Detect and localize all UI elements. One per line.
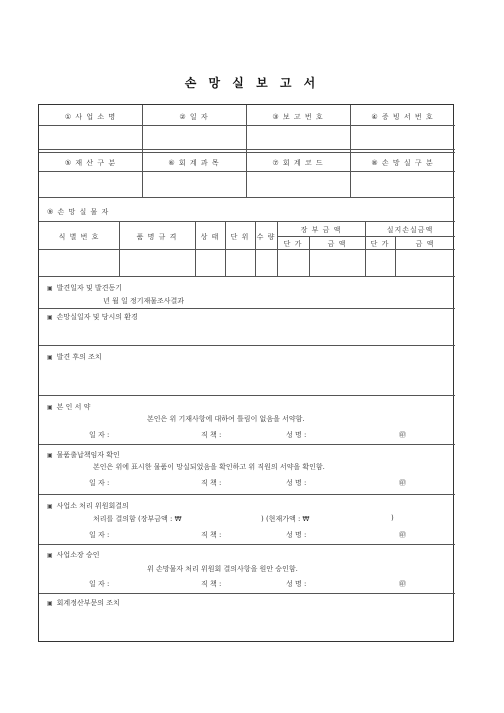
col-actual-loss-amount: 실지손실금액 (386, 226, 434, 234)
accounting-label: 회계정산부문의 조치 (56, 599, 120, 607)
custodian-name-label: 성 명 : (286, 479, 307, 487)
custodian-label-row (47, 450, 120, 460)
bullet-icon: ▣ (47, 503, 53, 510)
self-label-row (47, 402, 90, 412)
committee-label-row (47, 501, 129, 511)
discovery-text: 년 월 일 정기재물조사결과 (103, 297, 185, 305)
discovery-label-row (47, 283, 122, 293)
label-report-number: ③ 보 고 번 호 (272, 113, 324, 121)
director-date-label: 일 자 : (89, 580, 110, 588)
self-position-label: 직 책 : (201, 431, 222, 439)
bullet-icon: ▣ (47, 404, 53, 411)
sub-book-unit-price: 단 가 (283, 240, 303, 248)
custodian-position-label: 직 책 : (201, 479, 222, 487)
committee-date-label: 일 자 : (89, 531, 110, 539)
director-position-label: 직 책 : (201, 580, 222, 588)
bullet-icon: ▣ (47, 552, 53, 559)
accounting-label-row (47, 598, 120, 608)
director-label: 사업소장 승인 (56, 551, 100, 559)
environment-label: 손망실일자 및 당시의 환경 (56, 313, 138, 321)
committee-text-close: ) (391, 514, 394, 522)
committee-position-label: 직 책 : (201, 531, 222, 539)
committee-label: 사업소 처리 위원회결의 (56, 502, 129, 510)
label-date: ② 일 자 (179, 113, 209, 121)
label-account-subject: ⑥ 회 계 과 목 (168, 159, 220, 167)
director-name-label: 성 명 : (286, 580, 307, 588)
col-quantity: 수 량 (256, 233, 276, 241)
measures-label-row (47, 352, 102, 362)
committee-seal-icon: ㊞ (399, 531, 406, 539)
form-title: 손 망 실 보 고 서 (184, 76, 320, 90)
measures-label: 발견 후의 조치 (56, 353, 102, 361)
sub-actual-unit-price: 단 가 (370, 240, 390, 248)
discovery-label: 발견일자 및 발견동기 (56, 284, 122, 292)
col-identification-number: 식 별 번 호 (58, 233, 100, 241)
committee-name-label: 성 명 : (286, 531, 307, 539)
self-date-label: 일 자 : (89, 431, 110, 439)
col-item-spec: 품 명 규 격 (136, 233, 178, 241)
label-business-site: ① 사 업 소 명 (64, 113, 117, 121)
loss-report-form (38, 104, 454, 642)
self-seal-icon: ㊞ (399, 431, 406, 439)
director-label-row (47, 550, 99, 560)
bullet-icon: ▣ (47, 354, 53, 361)
sub-actual-amount: 금 액 (415, 240, 435, 248)
bullet-icon: ▣ (47, 600, 53, 607)
sub-book-amount: 금 액 (327, 240, 347, 248)
self-name-label: 성 명 : (286, 431, 307, 439)
custodian-date-label: 일 자 : (89, 479, 110, 487)
custodian-label: 물품출납책임자 확인 (56, 451, 120, 459)
label-property-type: ⑤ 재 산 구 분 (64, 159, 117, 167)
director-text: 위 손망물자 처리 위원회 결의사항을 원안 승인함. (147, 565, 298, 573)
bullet-icon: ▣ (47, 285, 53, 292)
bullet-icon: ▣ (47, 314, 53, 321)
custodian-text: 본인은 위에 표시한 물품이 망실되었음을 확인하고 위 직원의 서약을 확인함. (93, 463, 325, 471)
bullet-icon: ▣ (47, 452, 53, 459)
self-text: 본인은 위 기재사항에 대하여 틀림이 없음을 서약함. (147, 415, 305, 423)
col-unit: 단 위 (230, 233, 250, 241)
committee-text-current-value: ) (현재가액 : ₩ (261, 515, 310, 523)
items-section-title: ⑨ 손 망 실 물 자 (47, 208, 110, 216)
custodian-seal-icon: ㊞ (399, 479, 406, 487)
environment-label-row (47, 312, 138, 322)
label-voucher-number: ④ 증 빙 서 번 호 (371, 113, 434, 121)
label-account-code: ⑦ 회 계 코 드 (272, 159, 324, 167)
col-state: 상 태 (200, 233, 220, 241)
col-book-amount: 장 부 금 액 (300, 226, 342, 234)
director-seal-icon: ㊞ (399, 580, 406, 588)
committee-text: 처리를 결의함 (장부금액 : ₩ (93, 515, 182, 523)
self-label: 본 인 서 약 (56, 403, 91, 411)
label-loss-type: ⑧ 손 망 실 구 분 (371, 159, 434, 167)
